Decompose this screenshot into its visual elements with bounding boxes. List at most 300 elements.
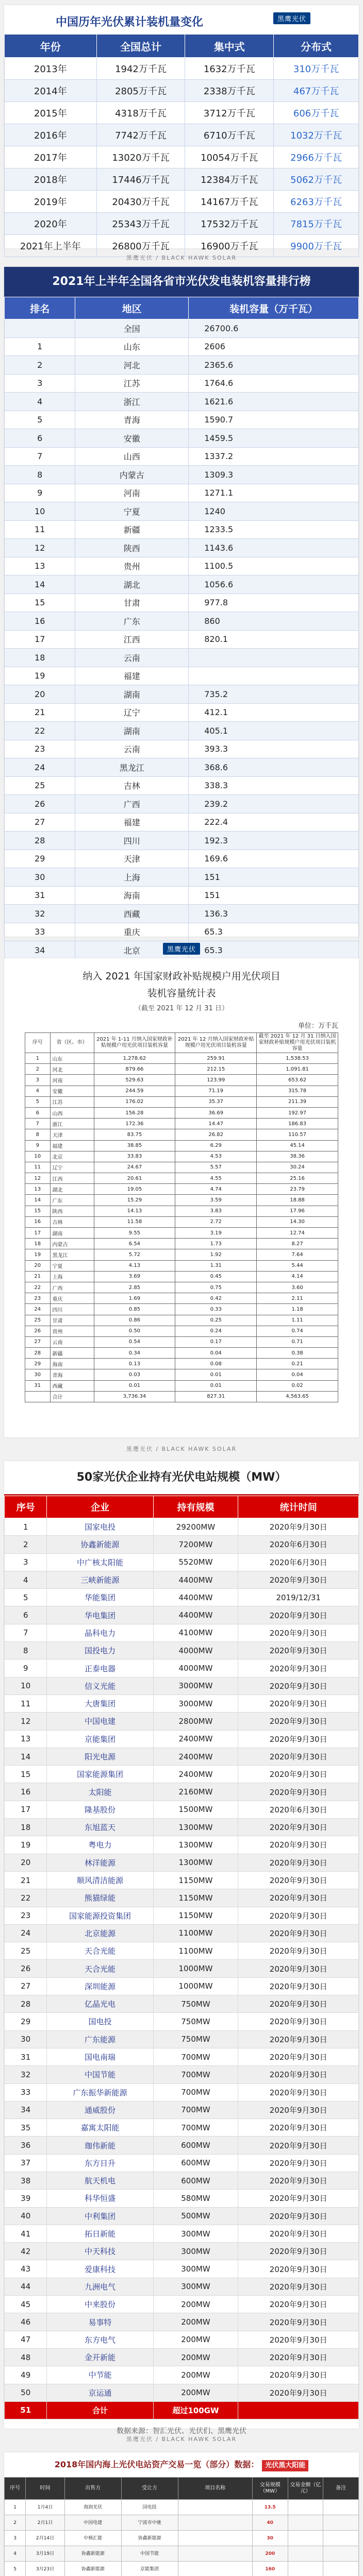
subsidy-cell: 1,538.53 xyxy=(257,1053,338,1064)
trade-row xyxy=(5,2531,359,2546)
ranking-cell: 广西 xyxy=(75,795,189,814)
trade-cell: 30 xyxy=(252,2531,288,2546)
ranking-row xyxy=(5,685,359,704)
enterprise-cell: 信义光能 xyxy=(47,1677,153,1694)
subsidy-row xyxy=(25,1184,338,1195)
subsidy-row xyxy=(25,1271,338,1282)
enterprise-cell: 4 xyxy=(5,1571,47,1588)
subsidy-cell: 贵州 xyxy=(50,1326,94,1336)
watermark-4: 黑鹰光伏 / BLACK HAWK SOLAR xyxy=(126,2436,237,2443)
enterprise-cell: 47 xyxy=(5,2331,47,2348)
ranking-header-1: 地区 xyxy=(75,297,189,319)
subsidy-scale-title-line1: 纳入 2021 年国家财政补贴规模户用光伏项目 xyxy=(82,971,280,982)
subsidy-row xyxy=(25,1195,338,1206)
enterprise-cell: 2020年9月30日 xyxy=(238,1713,359,1730)
cumulative-cell: 6263万千瓦 xyxy=(274,191,359,213)
ranking-cell: 10 xyxy=(5,502,75,521)
subsidy-cell: 8 xyxy=(25,1129,51,1140)
enterprise-row xyxy=(5,2030,359,2048)
subsidy-cell: 7 xyxy=(25,1118,51,1129)
trade-cell xyxy=(323,2562,359,2576)
trade-cell: 中核汇能 xyxy=(64,2531,121,2546)
subsidy-cell: 27 xyxy=(25,1336,51,1347)
enterprise-cell: 580MW xyxy=(153,2190,238,2207)
enterprise-row xyxy=(5,1553,359,1571)
subsidy-cell: 45.14 xyxy=(257,1140,338,1151)
subsidy-cell: 湖南 xyxy=(50,1228,94,1239)
ranking-cell: 222.4 xyxy=(189,813,359,832)
trade-header-0: 序号 xyxy=(5,2478,26,2500)
subsidy-cell: 内蒙古 xyxy=(50,1239,94,1249)
enterprise-cell: 顺风清洁能源 xyxy=(47,1871,153,1889)
subsidy-cell: 0.33 xyxy=(175,1304,257,1315)
trade-cell: 2月14日 xyxy=(26,2531,65,2546)
subsidy-cell: 新疆 xyxy=(50,1348,94,1359)
enterprise-cell: 科华恒盛 xyxy=(47,2190,153,2207)
trade-cell xyxy=(288,2531,323,2546)
enterprise-row xyxy=(5,1960,359,1977)
enterprise-cell: 中利集团 xyxy=(47,2207,153,2225)
enterprise-cell: 4000MW xyxy=(153,1659,238,1677)
enterprise-cell: 2020年9月30日 xyxy=(238,1871,359,1889)
ranking-cell: 河南 xyxy=(75,484,189,502)
enterprise-cell: 2020年9月30日 xyxy=(238,2260,359,2278)
subsidy-cell: 2.72 xyxy=(175,1216,257,1227)
trade-cell: 协鑫新能源 xyxy=(64,2562,121,2576)
enterprise-cell: 2400MW xyxy=(153,1766,238,1783)
enterprise-cell: 8 xyxy=(5,1642,47,1659)
cumulative-cell: 606万千瓦 xyxy=(274,102,359,124)
subsidy-cell: 0.13 xyxy=(94,1359,175,1369)
ranking-cell: 1271.1 xyxy=(189,484,359,502)
enterprise-row xyxy=(5,1854,359,1871)
enterprise-cell: 爱康科技 xyxy=(47,2260,153,2278)
enterprise-cell: 50 xyxy=(5,2384,47,2401)
ranking-cell: 山西 xyxy=(75,447,189,466)
subsidy-cell: 5 xyxy=(25,1096,51,1107)
subsidy-cell: 3.69 xyxy=(94,1271,175,1282)
enterprise-row xyxy=(5,1694,359,1712)
ranking-cell: 1 xyxy=(5,337,75,356)
enterprise-cell: 34 xyxy=(5,2101,47,2119)
trade-cell: 3 xyxy=(5,2531,26,2546)
subsidy-row xyxy=(25,1162,338,1173)
ranking-cell: 湖南 xyxy=(75,685,189,704)
enterprise-row xyxy=(5,1766,359,1783)
subsidy-row xyxy=(25,1206,338,1216)
ranking-cell: 24 xyxy=(5,758,75,777)
enterprise-total-cell: 51 xyxy=(5,2401,47,2419)
ranking-cell: 977.8 xyxy=(189,594,359,612)
enterprise-cell: 700MW xyxy=(153,2048,238,2065)
subsidy-row xyxy=(25,1064,338,1075)
cumulative-cell: 20430万千瓦 xyxy=(96,191,185,213)
subsidy-cell: 16 xyxy=(25,1216,51,1227)
ranking-row xyxy=(5,374,359,393)
enterprise-row xyxy=(5,2190,359,2207)
subsidy-cell: 35.37 xyxy=(175,1096,257,1107)
enterprise-cell: 2020年9月30日 xyxy=(238,2225,359,2242)
ranking-row xyxy=(5,923,359,941)
ranking-cell: 上海 xyxy=(75,868,189,887)
province-ranking-title: 2021年上半年全国各省市光伏发电装机容量排行榜 xyxy=(4,267,359,297)
ranking-row xyxy=(5,520,359,539)
subsidy-cell: 1,091.81 xyxy=(257,1064,338,1075)
subsidy-header-3: 2021 年 12 月纳入国家财政补贴规模户用光伏项目装机容量 xyxy=(175,1033,257,1053)
enterprise-cell: 2020年9月30日 xyxy=(238,1642,359,1659)
subsidy-cell: 1,278.62 xyxy=(94,1053,175,1064)
subsidy-cell: 3,736.34 xyxy=(94,1391,175,1402)
enterprise-row xyxy=(5,2154,359,2172)
trade-cell: 40 xyxy=(252,2515,288,2531)
subsidy-row xyxy=(25,1107,338,1118)
ranking-row xyxy=(5,575,359,594)
enterprise-cell: 东方日升 xyxy=(47,2154,153,2172)
subsidy-scale-title-line2: 装机容量统计表 xyxy=(147,988,216,999)
ranking-cell: 福建 xyxy=(75,813,189,832)
ranking-cell: 1309.3 xyxy=(189,466,359,484)
brand-badge: 黑鹰光伏 xyxy=(273,12,310,24)
enterprise-cell: 200MW xyxy=(153,2384,238,2401)
subsidy-row xyxy=(25,1216,338,1227)
cumulative-cell: 310万千瓦 xyxy=(274,58,359,80)
trade-header-7: 备注 xyxy=(323,2478,359,2500)
enterprise-cell: 2020年9月30日 xyxy=(238,1960,359,1977)
ranking-cell: 15 xyxy=(5,594,75,612)
cumulative-header-2: 集中式 xyxy=(185,35,274,58)
ranking-cell: 12 xyxy=(5,539,75,557)
enterprise-cell: 正泰电器 xyxy=(47,1659,153,1677)
enterprise-cell: 44 xyxy=(5,2278,47,2295)
enterprise-cell: 3000MW xyxy=(153,1677,238,1694)
trade-cell xyxy=(178,2531,252,2546)
enterprise-cell: 750MW xyxy=(153,2013,238,2030)
ranking-cell: 2606 xyxy=(189,337,359,356)
enterprise-cell: 金开新能 xyxy=(47,2348,153,2366)
subsidy-cell: 0.01 xyxy=(175,1369,257,1380)
enterprise-cell: 600MW xyxy=(153,2172,238,2189)
subsidy-cell: 云南 xyxy=(50,1336,94,1347)
ranking-cell: 820.1 xyxy=(189,630,359,649)
trade-cell: 协鑫新能源 xyxy=(64,2546,121,2562)
subsidy-cell: 8.27 xyxy=(257,1239,338,1249)
subsidy-cell: 0.08 xyxy=(175,1359,257,1369)
ranking-row xyxy=(5,703,359,722)
subsidy-cell: 186.83 xyxy=(257,1118,338,1129)
enterprise-holdings-source: 数据来源：智汇光伏、光伏们、黑鹰光伏 xyxy=(117,2427,246,2436)
subsidy-header-0: 序号 xyxy=(25,1033,51,1053)
subsidy-row xyxy=(25,1173,338,1184)
enterprise-cell: 2020年9月30日 xyxy=(238,2296,359,2313)
ranking-cell xyxy=(5,319,75,338)
enterprise-cell: 2020年9月30日 xyxy=(238,2172,359,2189)
subsidy-cell: 259.91 xyxy=(175,1053,257,1064)
cumulative-cell: 17446万千瓦 xyxy=(96,168,185,191)
enterprise-cell: 22 xyxy=(5,1889,47,1907)
enterprise-cell: 7 xyxy=(5,1624,47,1641)
trade-cell xyxy=(323,2515,359,2531)
ranking-cell: 14 xyxy=(5,575,75,594)
enterprise-row xyxy=(5,1977,359,1995)
subsidy-cell: 13 xyxy=(25,1184,51,1195)
enterprise-cell: 1150MW xyxy=(153,1889,238,1907)
subsidy-cell: 38.36 xyxy=(257,1151,338,1162)
cumulative-cell: 467万千瓦 xyxy=(274,80,359,102)
watermark-1: 黑鹰光伏 / BLACK HAWK SOLAR xyxy=(126,255,237,261)
ranking-cell: 4 xyxy=(5,393,75,411)
ranking-cell: 6 xyxy=(5,429,75,448)
cumulative-cell: 1032万千瓦 xyxy=(274,124,359,146)
enterprise-cell: 38 xyxy=(5,2172,47,2189)
enterprise-cell: 国家能源投资集团 xyxy=(47,1907,153,1924)
subsidy-cell xyxy=(25,1391,51,1402)
enterprise-row xyxy=(5,2260,359,2278)
trade-cell xyxy=(178,2500,252,2515)
ranking-row xyxy=(5,484,359,502)
subsidy-cell: 110.57 xyxy=(257,1129,338,1140)
subsidy-row xyxy=(25,1129,338,1140)
ranking-row xyxy=(5,795,359,814)
subsidy-scale-table xyxy=(25,1032,338,1402)
subsidy-scale-header xyxy=(4,958,359,1020)
ranking-cell: 7 xyxy=(5,447,75,466)
enterprise-cell: 2020年9月30日 xyxy=(238,1819,359,1836)
enterprise-header-0: 序号 xyxy=(5,1496,47,1518)
ranking-cell: 西藏 xyxy=(75,905,189,923)
trade-cell: 4 xyxy=(5,2546,26,2562)
ranking-cell: 17 xyxy=(5,630,75,649)
subsidy-row xyxy=(25,1086,338,1096)
subsidy-cell: 0.86 xyxy=(94,1315,175,1326)
enterprise-row xyxy=(5,1713,359,1730)
enterprise-cell: 37 xyxy=(5,2154,47,2172)
subsidy-cell: 12 xyxy=(25,1173,51,1184)
subsidy-row xyxy=(25,1348,338,1359)
enterprise-cell: 4000MW xyxy=(153,1642,238,1659)
enterprise-cell: 5 xyxy=(5,1589,47,1606)
trade-cell: 160 xyxy=(252,2562,288,2576)
ranking-cell: 北京 xyxy=(75,941,189,960)
subsidy-cell: 0.04 xyxy=(175,1348,257,1359)
ranking-cell: 1240 xyxy=(189,502,359,521)
subsidy-cell: 0.01 xyxy=(175,1380,257,1391)
subsidy-cell: 6 xyxy=(25,1107,51,1118)
enterprise-cell: 京运通 xyxy=(47,2384,153,2401)
enterprise-cell: 中节能 xyxy=(47,2366,153,2384)
trade-cell xyxy=(323,2531,359,2546)
enterprise-cell: 2020年9月30日 xyxy=(238,2083,359,2101)
subsidy-cell: 西藏 xyxy=(50,1380,94,1391)
subsidy-cell: 212.15 xyxy=(175,1064,257,1075)
enterprise-cell: 拓日新能 xyxy=(47,2225,153,2242)
subsidy-cell: 18 xyxy=(25,1239,51,1249)
enterprise-cell: 2020年9月30日 xyxy=(238,2190,359,2207)
ranking-row xyxy=(5,740,359,758)
ranking-cell: 412.1 xyxy=(189,703,359,722)
enterprise-cell: 北京能源 xyxy=(47,1924,153,1942)
subsidy-row xyxy=(25,1249,338,1260)
enterprise-cell: 华能集团 xyxy=(47,1589,153,1606)
enterprise-total-cell: 超过100GW xyxy=(153,2401,238,2419)
enterprise-cell: 国家电投 xyxy=(47,1518,153,1536)
subsidy-cell: 0.25 xyxy=(175,1315,257,1326)
subsidy-cell: 156.28 xyxy=(94,1107,175,1118)
enterprise-cell: 300MW xyxy=(153,2225,238,2242)
subsidy-cell: 5.72 xyxy=(94,1249,175,1260)
enterprise-cell: 200MW xyxy=(153,2366,238,2384)
trade-header-5: 交易规模（MW） xyxy=(252,2478,288,2500)
enterprise-cell: 2020年9月30日 xyxy=(238,2366,359,2384)
subsidy-row xyxy=(25,1336,338,1347)
enterprise-total-cell xyxy=(238,2401,359,2419)
enterprise-cell: 200MW xyxy=(153,2296,238,2313)
enterprise-cell: 2020年9月30日 xyxy=(238,2278,359,2295)
enterprise-cell: 2800MW xyxy=(153,1713,238,1730)
subsidy-cell: 19.05 xyxy=(94,1184,175,1195)
subsidy-cell: 0.42 xyxy=(175,1293,257,1304)
subsidy-cell: 14.30 xyxy=(257,1216,338,1227)
enterprise-header-3: 统计时间 xyxy=(238,1496,359,1518)
subsidy-cell: 4.13 xyxy=(94,1260,175,1271)
trade-cell: 中国节能 xyxy=(121,2546,178,2562)
enterprise-cell: 9 xyxy=(5,1659,47,1677)
cumulative-cell: 2016年 xyxy=(5,124,97,146)
trade-row xyxy=(5,2500,359,2515)
subsidy-cell: 广西 xyxy=(50,1282,94,1293)
trade-cell: 2 xyxy=(5,2515,26,2531)
cumulative-cell: 14167万千瓦 xyxy=(185,191,274,213)
enterprise-row xyxy=(5,2083,359,2101)
enterprise-cell: 国投电力 xyxy=(47,1642,153,1659)
enterprise-cell: 航天机电 xyxy=(47,2172,153,2189)
subsidy-cell: 6.29 xyxy=(175,1140,257,1151)
enterprise-cell: 阳光电源 xyxy=(47,1748,153,1765)
cumulative-cell: 2015年 xyxy=(5,102,97,124)
enterprise-cell: 43 xyxy=(5,2260,47,2278)
ranking-cell: 29 xyxy=(5,850,75,868)
enterprise-cell: 10 xyxy=(5,1677,47,1694)
cumulative-install-title: 中国历年光伏累计装机量变化 xyxy=(56,16,204,29)
ranking-cell: 全国 xyxy=(75,319,189,338)
subsidy-cell: 4.53 xyxy=(175,1151,257,1162)
enterprise-cell: 17 xyxy=(5,1801,47,1818)
enterprise-cell: 700MW xyxy=(153,2119,238,2137)
enterprise-row xyxy=(5,2243,359,2260)
subsidy-cell: 北京 xyxy=(50,1151,94,1162)
ranking-cell: 26 xyxy=(5,795,75,814)
trade-cell xyxy=(178,2546,252,2562)
subsidy-cell: 安徽 xyxy=(50,1086,94,1096)
enterprise-cell: 2020年6月30日 xyxy=(238,1801,359,1818)
ranking-cell: 江西 xyxy=(75,630,189,649)
enterprise-cell: 2400MW xyxy=(153,1748,238,1765)
subsidy-cell: 23 xyxy=(25,1293,51,1304)
subsidy-cell: 3 xyxy=(25,1075,51,1086)
enterprise-cell: 13 xyxy=(5,1730,47,1748)
trade-header-6: 交易金额（亿元） xyxy=(288,2478,323,2500)
subsidy-row xyxy=(25,1369,338,1380)
trade-cell xyxy=(178,2515,252,2531)
subsidy-cell: 24.67 xyxy=(94,1162,175,1173)
enterprise-row xyxy=(5,1642,359,1659)
ranking-cell: 28 xyxy=(5,832,75,850)
ranking-cell: 福建 xyxy=(75,667,189,685)
ranking-cell: 1143.6 xyxy=(189,539,359,557)
trade-cell: 2月1日 xyxy=(26,2515,65,2531)
subsidy-cell: 176.02 xyxy=(94,1096,175,1107)
cumulative-cell: 3712万千瓦 xyxy=(185,102,274,124)
trade-cell xyxy=(288,2500,323,2515)
ranking-cell: 151 xyxy=(189,886,359,905)
ranking-cell: 34 xyxy=(5,941,75,960)
enterprise-cell: 200MW xyxy=(153,2331,238,2348)
subsidy-cell: 海南 xyxy=(50,1359,94,1369)
cumulative-cell: 10054万千瓦 xyxy=(185,146,274,168)
ranking-cell: 19 xyxy=(5,667,75,685)
ranking-cell: 9 xyxy=(5,484,75,502)
subsidy-cell: 浙江 xyxy=(50,1118,94,1129)
subsidy-cell: 5.57 xyxy=(175,1162,257,1173)
enterprise-cell: 2020年9月30日 xyxy=(238,1995,359,2013)
subsidy-cell: 吉林 xyxy=(50,1216,94,1227)
ranking-row xyxy=(5,447,359,466)
enterprise-cell: 2020年9月30日 xyxy=(238,1783,359,1801)
ranking-cell: 735.2 xyxy=(189,685,359,704)
cumulative-row xyxy=(5,124,359,146)
cumulative-row xyxy=(5,102,359,124)
enterprise-cell: 2020年9月30日 xyxy=(238,2331,359,2348)
enterprise-cell: 国电南瑞 xyxy=(47,2048,153,2065)
subsidy-cell: 9 xyxy=(25,1140,51,1151)
ranking-cell: 2 xyxy=(5,356,75,375)
cumulative-cell: 16900万千瓦 xyxy=(185,235,274,257)
subsidy-row xyxy=(25,1140,338,1151)
enterprise-cell: 24 xyxy=(5,1924,47,1942)
enterprise-row xyxy=(5,2207,359,2225)
subsidy-row xyxy=(25,1118,338,1129)
cumulative-header-0: 年份 xyxy=(5,35,97,58)
subsidy-cell: 14.47 xyxy=(175,1118,257,1129)
trade-cell: 国电投 xyxy=(121,2500,178,2515)
subsidy-cell: 4.55 xyxy=(175,1173,257,1184)
enterprise-row xyxy=(5,1536,359,1553)
ranking-cell: 河北 xyxy=(75,356,189,375)
subsidy-cell: 3.83 xyxy=(175,1206,257,1216)
enterprise-cell: 2020年9月30日 xyxy=(238,1694,359,1712)
ranking-cell: 860 xyxy=(189,612,359,631)
watermark-2-badge: 黑鹰光伏 xyxy=(163,943,200,955)
subsidy-cell: 0.74 xyxy=(257,1326,338,1336)
subsidy-cell: 2.11 xyxy=(257,1293,338,1304)
enterprise-cell: 2020年9月30日 xyxy=(238,1977,359,1995)
subsidy-cell: 1.31 xyxy=(175,1260,257,1271)
subsidy-row xyxy=(25,1304,338,1315)
ranking-cell: 云南 xyxy=(75,740,189,758)
trade-cell xyxy=(323,2500,359,2515)
ranking-row xyxy=(5,722,359,740)
trade-row xyxy=(5,2515,359,2531)
trade-cell xyxy=(323,2546,359,2562)
subsidy-cell: 广东 xyxy=(50,1195,94,1206)
subsidy-header-1: 省（区、市） xyxy=(50,1033,94,1053)
enterprise-row xyxy=(5,1571,359,1588)
enterprise-row xyxy=(5,2048,359,2065)
ranking-cell: 239.2 xyxy=(189,795,359,814)
ranking-row xyxy=(5,905,359,923)
subsidy-cell: 湖北 xyxy=(50,1184,94,1195)
subsidy-cell: 14 xyxy=(25,1195,51,1206)
cumulative-row xyxy=(5,146,359,168)
